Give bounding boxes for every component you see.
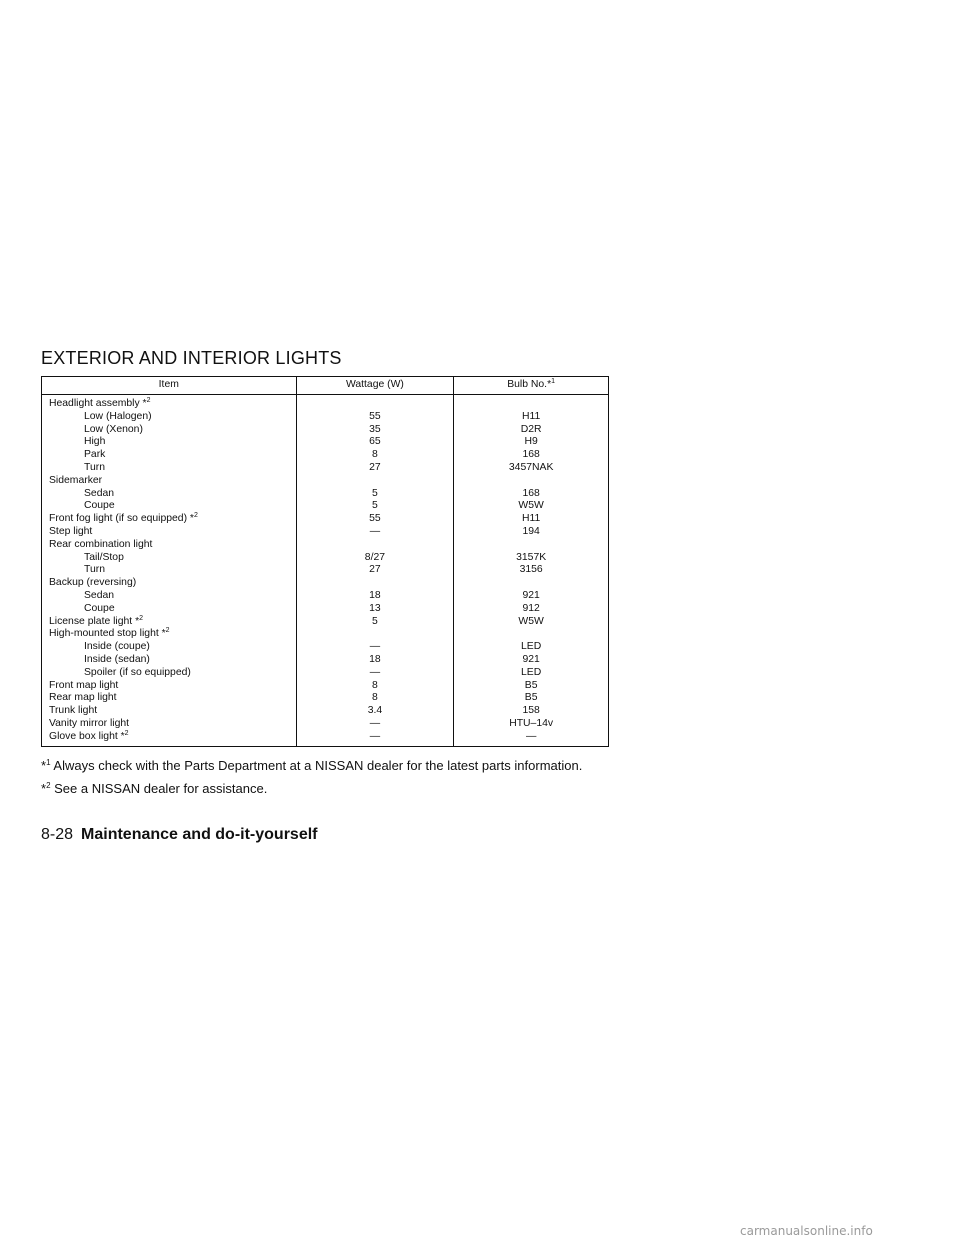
footnote-1 [41,758,582,773]
item-cell [42,680,297,693]
bulb-number-cell-text: D2R [520,423,542,435]
footnote-text: Always check with the Parts Department at a NISSAN dealer for the latest parts information. [53,758,583,773]
table-row [42,731,609,746]
item-cell-text: Trunk light [49,705,98,717]
wattage-cell [296,539,454,552]
item-cell [42,539,297,552]
wattage-cell-text: 8/27 [364,551,386,563]
bulb-number-cell [454,462,609,475]
wattage-cell [296,500,454,513]
wattage-cell-text: 8 [372,692,378,704]
table-row [42,577,609,590]
item-cell-text: Coupe [84,500,115,512]
wattage-cell [296,667,454,680]
item-cell [42,462,297,475]
bulb-number-cell-text: 3157K [516,551,547,563]
footnote-reference: 2 [193,512,198,520]
footnote-text: See a NISSAN dealer for assistance. [54,781,268,796]
item-cell-text: Step light [49,525,93,537]
bulb-number-cell [454,475,609,488]
bulb-number-cell [454,526,609,539]
item-cell [42,449,297,462]
item-cell-text: Turn [84,461,105,473]
item-cell [42,667,297,680]
wattage-cell [296,513,454,526]
item-cell-text: Spoiler (if so equipped) [84,666,191,678]
item-cell-text: Coupe [84,602,115,614]
section-name: Maintenance and do-it-yourself [81,826,318,843]
bulb-number-cell [454,500,609,513]
table-row [42,488,609,501]
bulb-number-cell [454,692,609,705]
table-row [42,526,609,539]
item-cell-text: Park [84,449,106,461]
table-row [42,475,609,488]
wattage-cell-text: 8 [372,679,378,691]
bulb-number-cell-text: 158 [522,705,540,717]
item-cell [42,411,297,424]
wattage-cell [296,436,454,449]
table-row [42,552,609,565]
footnote-number: 2 [46,781,51,790]
footnote-mark: * [41,758,47,773]
bulb-number-cell-text: 921 [522,653,540,665]
item-cell [42,705,297,718]
bulb-number-cell [454,667,609,680]
footnote-reference: 2 [165,627,170,635]
bulb-number-cell [454,513,609,526]
item-cell-text: Sedan [84,487,115,499]
bulb-number-cell-text: B5 [524,679,538,691]
item-cell-text: Inside (coupe) [84,641,150,653]
bulb-number-cell-text: — [525,730,537,742]
wattage-cell [296,424,454,437]
wattage-cell [296,616,454,629]
wattage-cell [296,462,454,475]
item-cell [42,718,297,731]
bulb-number-cell [454,577,609,590]
bulb-number-cell [454,590,609,603]
bulb-number-cell [454,654,609,667]
table-row [42,705,609,718]
wattage-cell [296,641,454,654]
bulb-number-cell-text: W5W [518,500,544,512]
bulb-number-cell [454,411,609,424]
table-row [42,603,609,616]
bulb-number-cell [454,395,609,411]
item-cell [42,692,297,705]
item-cell-text: Sidemarker [49,474,103,486]
wattage-cell [296,564,454,577]
table-row [42,680,609,693]
header-bulb-number [454,377,609,395]
table-row [42,564,609,577]
item-cell-text: Backup (reversing) [49,577,137,589]
bulb-number-cell [454,449,609,462]
footnote-reference: 2 [124,729,129,737]
table-row [42,436,609,449]
item-cell [42,731,297,746]
wattage-cell-text: 18 [369,653,381,665]
bulb-number-cell [454,564,609,577]
wattage-cell [296,449,454,462]
bulb-number-cell [454,552,609,565]
bulb-number-cell-text: HTU–14v [509,717,554,729]
bulb-number-cell-text: W5W [518,615,544,627]
bulb-number-cell [454,628,609,641]
bulb-number-cell [454,424,609,437]
item-cell [42,526,297,539]
bulb-specification-table [41,376,609,747]
footnote-number: 1 [46,758,51,767]
item-cell-text: Low (Halogen) [84,410,152,422]
table-row [42,500,609,513]
bulb-number-cell-text: 168 [522,487,540,499]
table-row [42,395,609,411]
wattage-cell-text: — [369,666,381,678]
section-title: EXTERIOR AND INTERIOR LIGHTS [41,348,342,368]
bulb-number-cell [454,488,609,501]
item-cell-text: License plate light * [49,615,140,627]
wattage-cell [296,718,454,731]
table-row [42,513,609,526]
wattage-cell-text: 35 [369,423,381,435]
wattage-cell [296,526,454,539]
wattage-cell [296,692,454,705]
wattage-cell [296,654,454,667]
bulb-number-cell [454,616,609,629]
table-row [42,411,609,424]
wattage-cell-text: 5 [372,487,378,499]
wattage-cell [296,577,454,590]
item-cell-text: Glove box light * [49,730,125,742]
wattage-cell-text: 18 [369,589,381,601]
item-cell-text: High [84,436,106,448]
table-row [42,590,609,603]
item-cell-text: Headlight assembly * [49,398,147,409]
table-row [42,641,609,654]
table-row [42,628,609,641]
bulb-number-cell-text: 912 [522,602,540,614]
header-wattage: Wattage (W) [296,377,454,395]
wattage-cell-text: 8 [372,449,378,461]
wattage-cell [296,411,454,424]
item-cell [42,628,297,641]
bulb-number-cell [454,705,609,718]
item-cell-text: Vanity mirror light [49,717,130,729]
item-cell-text: Inside (sedan) [84,653,150,665]
bulb-number-cell-text: 3457NAK [508,461,554,473]
wattage-cell-text: — [369,717,381,729]
bulb-number-cell-text: H11 [521,410,541,422]
bulb-number-cell [454,731,609,746]
item-cell-text: Rear map light [49,692,117,704]
wattage-cell [296,475,454,488]
wattage-cell [296,603,454,616]
wattage-cell-text: 13 [369,602,381,614]
footnote-2 [41,781,267,796]
page-footer [41,826,318,844]
item-cell-text: Tail/Stop [84,551,124,563]
footnote-reference: 2 [139,614,144,622]
wattage-cell-text: 27 [369,461,381,473]
item-cell [42,513,297,526]
item-cell [42,395,297,411]
bulb-number-cell [454,718,609,731]
bulb-number-cell [454,603,609,616]
wattage-cell-text: — [369,525,381,537]
wattage-cell [296,590,454,603]
item-cell-text: Rear combination light [49,538,153,550]
item-cell [42,590,297,603]
wattage-cell [296,552,454,565]
wattage-cell-text: — [369,730,381,742]
wattage-cell [296,395,454,411]
table-row [42,667,609,680]
wattage-cell-text: 5 [372,615,378,627]
header-bulb-label: Bulb No.* [507,379,552,391]
header-item: Item [42,377,297,395]
bulb-number-cell-text: H11 [521,513,541,525]
watermark: carmanualsonline.info [740,1224,873,1238]
item-cell [42,603,297,616]
table-row [42,616,609,629]
table-body [42,395,609,747]
bulb-number-cell [454,539,609,552]
bulb-number-cell [454,680,609,693]
bulb-number-cell-text: LED [521,666,542,678]
table-row [42,449,609,462]
bulb-number-cell-text: H9 [524,436,538,448]
wattage-cell-text: 5 [372,500,378,512]
table-row [42,539,609,552]
wattage-cell [296,488,454,501]
bulb-number-cell-text: B5 [524,692,538,704]
item-cell-text: Sedan [84,589,115,601]
table-header-row [42,377,609,395]
wattage-cell [296,705,454,718]
item-cell [42,436,297,449]
table-row [42,654,609,667]
wattage-cell-text: 55 [369,513,381,525]
bulb-number-cell-text: LED [521,641,542,653]
table-row [42,462,609,475]
bulb-number-cell-text: 194 [522,525,540,537]
bulb-number-cell [454,436,609,449]
item-cell [42,564,297,577]
item-cell [42,577,297,590]
footnote-reference: 2 [146,397,151,404]
item-cell-text: Low (Xenon) [84,423,143,435]
bulb-number-cell-text: 3156 [519,564,543,576]
item-cell [42,500,297,513]
bulb-number-cell-text: 921 [522,589,540,601]
page-number: 8-28 [41,826,74,843]
wattage-cell-text: 3.4 [367,705,383,717]
wattage-cell [296,628,454,641]
wattage-cell-text: 55 [369,410,381,422]
item-cell [42,641,297,654]
header-bulb-footnote: 1 [551,378,556,386]
item-cell [42,552,297,565]
item-cell-text: High-mounted stop light * [49,628,166,640]
bulb-number-cell-text: 168 [522,449,540,461]
footnote-mark: * [41,781,47,796]
wattage-cell-text: 65 [369,436,381,448]
item-cell [42,488,297,501]
wattage-cell-text: — [369,641,381,653]
item-cell [42,475,297,488]
bulb-number-cell [454,641,609,654]
item-cell-text: Front map light [49,679,119,691]
item-cell [42,424,297,437]
table-row [42,692,609,705]
wattage-cell-text: 27 [369,564,381,576]
item-cell-text: Turn [84,564,105,576]
item-cell [42,654,297,667]
table-row [42,424,609,437]
item-cell-text: Front fog light (if so equipped) * [49,513,194,525]
wattage-cell [296,731,454,746]
wattage-cell [296,680,454,693]
